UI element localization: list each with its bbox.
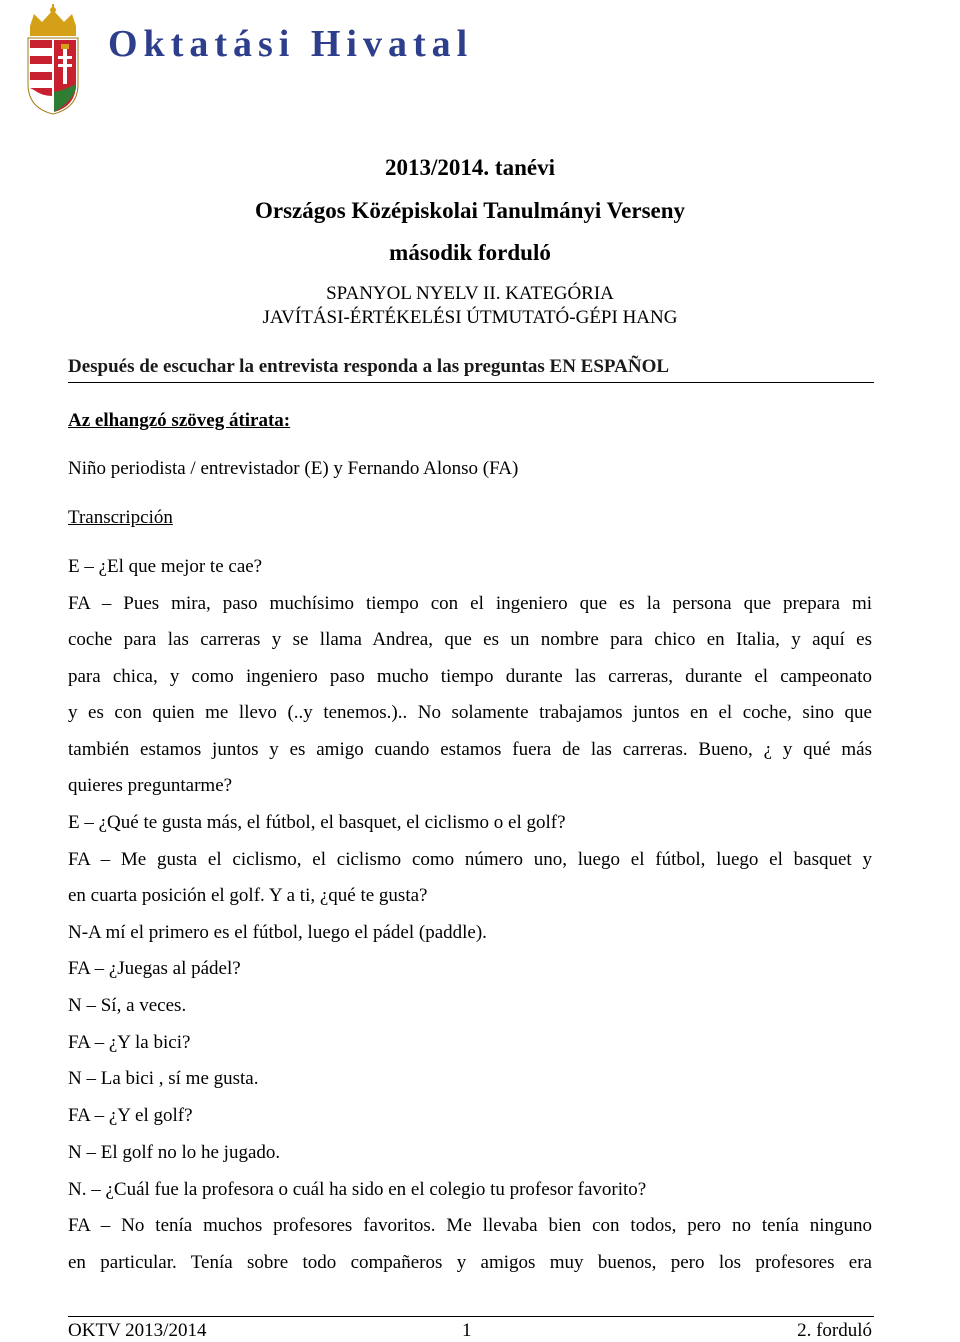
transcription-label: Transcripción <box>68 507 173 528</box>
transcript-line: coche para las carreras y se llama Andrea, que es un nombre para chico en Italia, y aquí es <box>68 629 872 650</box>
transcript-line: en cuarta posición el golf. Y a ti, ¿qué te gusta? <box>68 885 428 906</box>
footer-divider <box>68 1316 874 1317</box>
footer-page-number: 1 <box>462 1320 472 1341</box>
transcript-line: N – El golf no lo he jugado. <box>68 1142 281 1163</box>
transcript-line: N – La bici , sí me gusta. <box>68 1068 259 1089</box>
transcript-line: FA – No tenía muchos profesores favoritos. Me llevaba bien con todos, pero no tenía ninguno <box>68 1215 872 1236</box>
transcript-line: para chica, y como ingeniero paso mucho tiempo durante las carreras, durante el campeonato <box>68 666 872 687</box>
organization-title: Oktatási Hivatal <box>108 23 474 65</box>
transcript-line: en particular. Tenía sobre todo compañeros y amigos muy buenos, pero los profesores era <box>68 1252 872 1273</box>
participants-line: Niño periodista / entrevistador (E) y Fernando Alonso (FA) <box>68 458 519 479</box>
transcript-line: E – ¿El que mejor te cae? <box>68 556 263 577</box>
transcript-line: FA – ¿Y la bici? <box>68 1032 191 1053</box>
school-year-heading: 2013/2014. tanévi <box>385 155 555 180</box>
transcript-line: FA – Me gusta el ciclismo, el ciclismo como número uno, luego el fútbol, luego el basquet y <box>68 849 872 870</box>
transcript-line: N. – ¿Cuál fue la profesora o cuál ha sido en el colegio tu profesor favorito? <box>68 1179 647 1200</box>
transcript-line: quieres preguntarme? <box>68 775 233 796</box>
transcript-line: FA – ¿Y el golf? <box>68 1105 193 1126</box>
footer-round-label: 2. forduló <box>797 1320 872 1341</box>
instruction-line: Después de escuchar la entrevista responda a las preguntas EN ESPAÑOL <box>68 356 874 383</box>
guide-heading: JAVÍTÁSI-ÉRTÉKELÉSI ÚTMUTATÓ-GÉPI HANG <box>262 307 678 328</box>
transcript-line: FA – Pues mira, paso muchísimo tiempo con el ingeniero que es la persona que prepara mi <box>68 593 872 614</box>
round-heading: második forduló <box>389 240 551 265</box>
transcript-line: N-A mí el primero es el fútbol, luego el pádel (paddle). <box>68 922 487 943</box>
transcript-line: E – ¿Qué te gusta más, el fútbol, el basquet, el ciclismo o el golf? <box>68 812 566 833</box>
transcript-line: y es con quien me llevo (..y tenemos.).. No solamente trabajamos juntos en el coche, sino que <box>68 702 872 723</box>
competition-heading: Országos Középiskolai Tanulmányi Verseny <box>254 198 686 223</box>
transcript-line: FA – ¿Juegas al pádel? <box>68 958 241 979</box>
transcript-line: también estamos juntos y es amigo cuando estamos fuera de las carreras. Bueno, ¿ y qué más <box>68 739 872 760</box>
transcript-heading: Az elhangzó szöveg átirata: <box>68 410 291 431</box>
footer-competition-code: OKTV 2013/2014 <box>68 1320 207 1341</box>
hungarian-coat-of-arms-logo <box>22 4 84 116</box>
category-heading: SPANYOL NYELV II. KATEGÓRIA <box>326 283 614 304</box>
transcript-line: N – Sí, a veces. <box>68 995 187 1016</box>
